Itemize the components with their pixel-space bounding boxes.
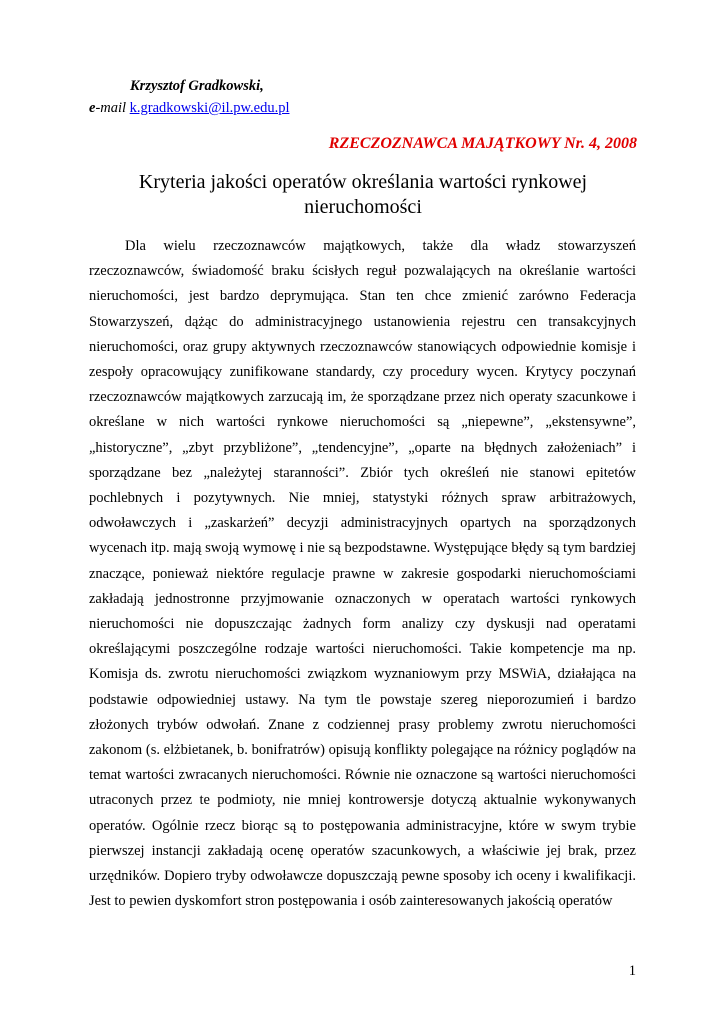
email-line (89, 100, 289, 117)
author-name: Krzysztof Gradkowski, (130, 78, 264, 94)
email-link[interactable]: k.gradkowski@il.pw.edu.pl (129, 100, 290, 116)
email-label: e-mail (89, 100, 127, 116)
body-paragraph: Dla wielu rzeczoznawców majątkowych, także dla władz stowarzyszeń rzeczoznawców, świadomość braku ścisłych reguł pozwalających na określanie wartości nieruchomości, jest bardzo deprymująca. Stan ten chce zmienić zarówno Federacja Stowarzyszeń, dążąc do administracyjnego ustanowienia rejestru cen transakcyjnych nieruchomości, oraz grupy aktywnych rzeczoznawców stanowiących odpowiednie komisje i zespoły opracowujący zunifikowane standardy, czy procedury wycen. Krytycy poczynań rzeczoznawców majątkowych zarzucają im, że sporządzane przez nich operaty szacunkowe i określane w nich wartości rynkowe nieruchomości są „niepewne”, „ekstensywne”, „historyczne”, „zbyt przybliżone”, „tendencyjne”, „oparte na błędnych założeniach” i sporządzane bez „należytej staranności”. Zbiór tych określeń nie stanowi epitetów pochlebnych i pozytywnych. Nie mniej, statystyki różnych spraw arbitrażowych, odwoławczych i „zaskarżeń” decyzji administracyjnych opartych na sporządzonych wycenach itp. mają swoją wymowę i nie są bezpodstawne. Występujące błędy są tym bardziej znaczące, ponieważ niektóre regulacje prawne w zakresie gospodarki nieruchomościami zakładają jednostronne przyjmowanie oznaczonych w operatach wartości rynkowych nieruchomości nie dopuszczając żadnych form analizy czy dyskusji nad operatami określającymi poszczególne rodzaje wartości nieruchomości. Takie kompetencje ma np. Komisja ds. zwrotu nieruchomości związkom wyznaniowym przy MSWiA, działająca na podstawie odpowiedniej ustawy. Na tym tle powstaje szereg nieporozumień i bardzo złożonych trybów odwołań. Znane z codziennej prasy problemy zwrotu nieruchomości zakonom (s. elżbietanek, b. bonifratrów) opisują konflikty polegające na różnicy poglądów na temat wartości zwracanych nieruchomości. Równie nie oznaczone są wartości nieruchomości utraconych przez te podmioty, nie mniej kontrowersje dotyczą aktualnie wykonywanych operatów. Ogólnie rzecz biorąc są to postępowania administracyjne, które w swym trybie pierwszej instancji zakładają ocenę operatów szacunkowych, a właściwie jej brak, przez urzędników. Dopiero tryby odwoławcze dopuszczają pewne sposoby ich oceny i kwalifikacji. Jest to pewien dyskomfort stron postępowania i osób zainteresowanych jakością operatów (89, 238, 636, 910)
page-number: 1 (628, 963, 636, 979)
journal-header: RZECZOZNAWCA MAJĄTKOWY Nr. 4, 2008 (328, 135, 637, 152)
article-title: Kryteria jakości operatów określania wartości rynkowej nieruchomości (138, 171, 588, 218)
